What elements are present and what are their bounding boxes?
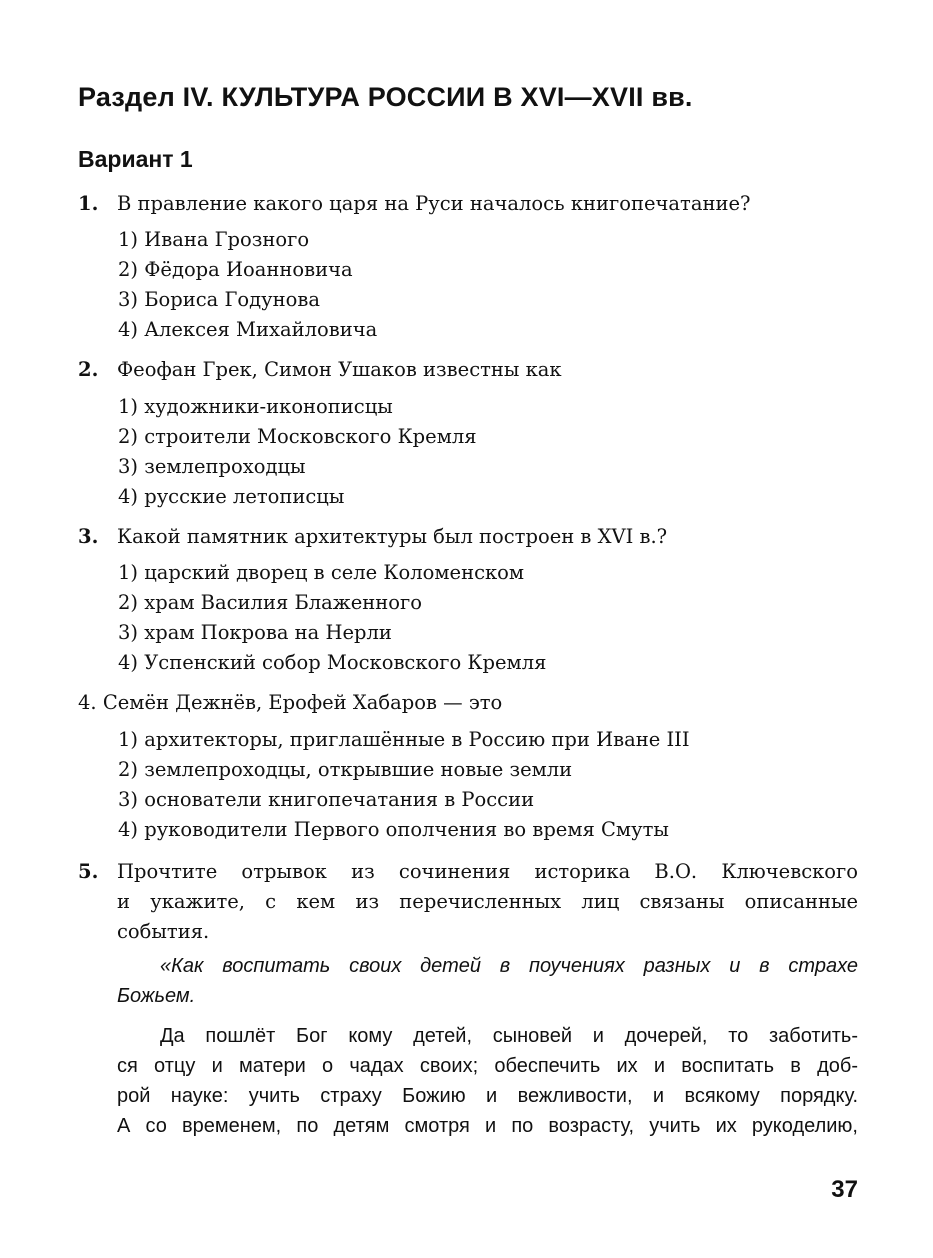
question-text-line: события. <box>117 920 210 943</box>
quote-heading-line: «Как воспитать своих детей в поучениях разных и в страхе <box>160 955 858 977</box>
section-title: Раздел IV. КУЛЬТУРА РОССИИ В XVI—XVII вв. <box>78 82 693 112</box>
question-text: Феофан Грек, Симон Ушаков известны как <box>117 358 562 381</box>
option: 1) художники-иконописцы <box>118 395 393 418</box>
quote-line: ся отцу и матери о чадах своих; обеспечить их и воспитать в доб- <box>117 1055 858 1077</box>
question-text-line: Прочтите отрывок из сочинения историка В.О. Ключевского <box>117 860 858 883</box>
option: 1) царский дворец в селе Коломенском <box>118 561 525 584</box>
question-text: В правление какого царя на Руси началось книгопечатание? <box>117 192 751 215</box>
question-number: 1. <box>78 192 99 215</box>
option: 4) русские летописцы <box>118 485 345 508</box>
option: 3) землепроходцы <box>118 455 306 478</box>
quote-line: А со временем, по детям смотря и по возрасту, учить их рукоделию, <box>117 1115 858 1137</box>
question-number: 3. <box>78 525 99 548</box>
question-number: 2. <box>78 358 99 381</box>
quote-heading-line: Божьем. <box>117 985 196 1007</box>
option: 1) Ивана Грозного <box>118 228 310 251</box>
quote-line: рой науке: учить страху Божию и вежливости, и всякому порядку. <box>117 1085 858 1107</box>
question-text: Семён Дежнёв, Ерофей Хабаров — это <box>102 691 503 714</box>
option: 3) храм Покрова на Нерли <box>118 621 392 644</box>
option: 3) Бориса Годунова <box>118 288 320 311</box>
option: 4) Алексея Михайловича <box>118 318 378 341</box>
question-text-line: и укажите, с кем из перечисленных лиц связаны описанные <box>117 890 858 913</box>
option: 2) землепроходцы, открывшие новые земли <box>118 758 573 781</box>
question-text: Какой памятник архитектуры был построен в XVI в.? <box>117 525 668 548</box>
question-number: 5. <box>78 860 99 883</box>
option: 4) руководители Первого ополчения во время Смуты <box>118 818 669 841</box>
option: 1) архитекторы, приглашённые в Россию при Иване III <box>118 728 690 751</box>
variant-title: Вариант 1 <box>78 146 193 172</box>
page-number: 37 <box>831 1176 858 1203</box>
quote-line: Да пошлёт Бог кому детей, сыновей и дочерей, то заботить- <box>160 1025 858 1047</box>
option: 2) Фёдора Иоанновича <box>118 258 353 281</box>
question-number: 4. <box>78 691 97 714</box>
option: 2) храм Василия Блаженного <box>118 591 422 614</box>
option: 2) строители Московского Кремля <box>118 425 477 448</box>
option: 4) Успенский собор Московского Кремля <box>118 651 547 674</box>
option: 3) основатели книгопечатания в России <box>118 788 535 811</box>
question-line <box>78 691 502 714</box>
